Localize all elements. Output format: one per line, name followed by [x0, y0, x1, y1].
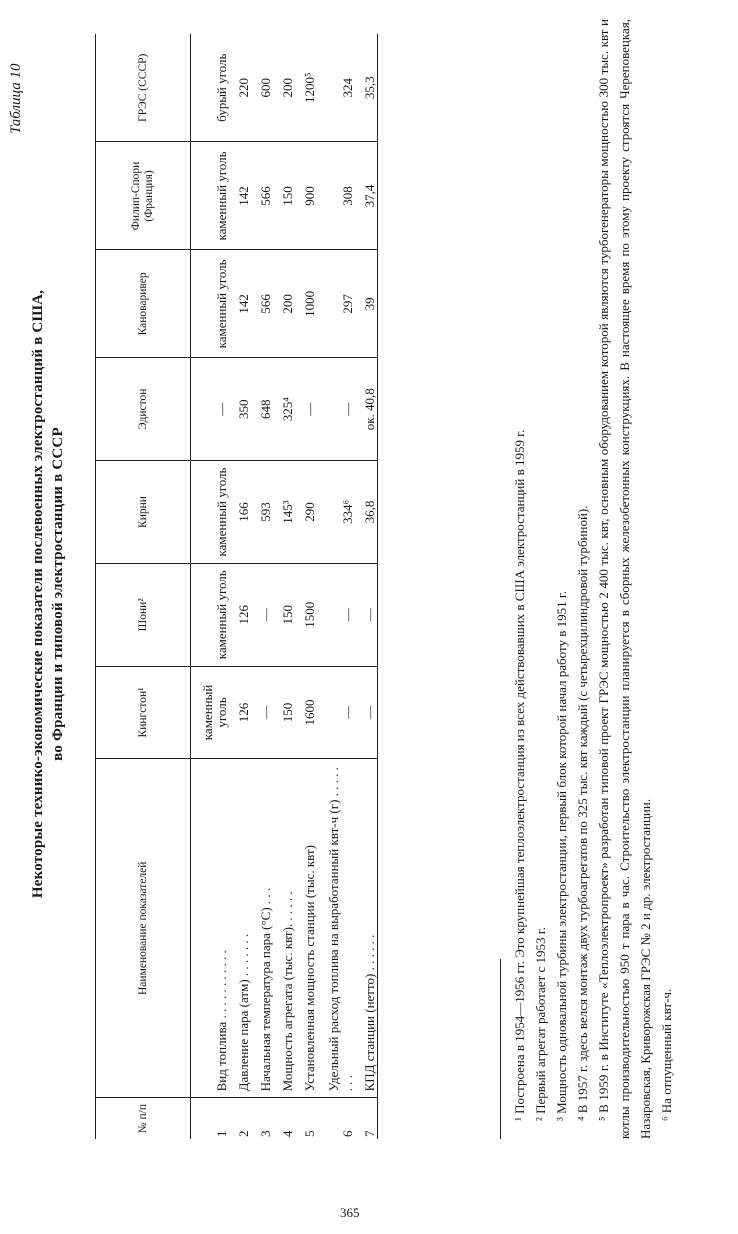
- row-name: Давление пара (атм) . . . . . . .: [229, 759, 251, 1098]
- data-table: [95, 34, 378, 1139]
- cell: 142: [229, 250, 251, 358]
- cell: 145³: [273, 461, 295, 564]
- header-gres: ГРЭС (СССР): [96, 34, 191, 142]
- header-philippe: Филип-Спори (Франция): [96, 142, 191, 250]
- cell: 325⁴: [273, 358, 295, 461]
- cell: —: [251, 563, 273, 666]
- cell: 36,8: [355, 461, 378, 564]
- title-line-1: Некоторые технико-экономические показатели послевоенных электростанций в США,: [30, 289, 46, 899]
- cell: 200: [273, 34, 295, 142]
- cell: —: [191, 358, 230, 461]
- cell: 150: [273, 142, 295, 250]
- cell: 324: [317, 34, 355, 142]
- table-row: [251, 34, 273, 1139]
- cell: 290: [295, 461, 317, 564]
- header-num: № п/п: [96, 1098, 191, 1139]
- cell: каменный уголь: [191, 250, 230, 358]
- row-num: 7: [355, 1098, 378, 1139]
- table-row: [191, 34, 230, 1139]
- cell: —: [251, 666, 273, 759]
- cell: —: [295, 358, 317, 461]
- cell: 593: [251, 461, 273, 564]
- cell: 1000: [295, 250, 317, 358]
- cell: 150: [273, 563, 295, 666]
- cell: 39: [355, 250, 378, 358]
- footnote: ³ Мощность одновальной турбины электростанции, первый блок которой начал работу в 1951 г.: [554, 590, 569, 1121]
- cell: каменный уголь: [191, 461, 230, 564]
- row-name: КПД станции (нетто) . . . . . .: [355, 759, 378, 1098]
- footnote: ⁴ В 1957 г. здесь велся монтаж двух турбоагрегатов по 325 тыс. квт каждый (с четырехцилиндровой турбиной).: [575, 505, 590, 1121]
- table-row: [295, 34, 317, 1139]
- footnote: ⁶ На отпущенный квт-ч.: [659, 988, 674, 1121]
- cell: 35,3: [355, 34, 378, 142]
- cell: 297: [317, 250, 355, 358]
- footnote: ⁵ В 1959 г. в Институте «Теплоэлектропроект» разработан типовой проект ГРЭС мощностью 2 400 тыс. квт, основным оборудованием которой являются турбогенераторы мощностью 300 тыс. квт и котлы производительностью 950 т пара в час. Строительство электростанции планируется в сборных железобетонных конструкциях. В настоящее время по этому проекту строятся Череповецкая, Назаровская, Криворожская ГРЭС № 2 и др. электростанции.: [596, 19, 653, 1139]
- cell: 600: [251, 34, 273, 142]
- header-kanawha: Кановаривер: [96, 250, 191, 358]
- row-name: Удельный расход топлива на выработанный квт-ч (г) . . . . . . . .: [317, 759, 355, 1098]
- header-shawnee: Шони²: [96, 563, 191, 666]
- row-name: Установленная мощность станции (тыс. квт): [295, 759, 317, 1098]
- cell: —: [317, 358, 355, 461]
- table-row: [355, 34, 378, 1139]
- cell: 220: [229, 34, 251, 142]
- cell: 150: [273, 666, 295, 759]
- cell: каменный уголь: [191, 142, 230, 250]
- cell: 126: [229, 563, 251, 666]
- row-name: Мощность агрегата (тыс. квт). . . . . .: [273, 759, 295, 1098]
- cell: 566: [251, 250, 273, 358]
- cell: 1200⁵: [295, 34, 317, 142]
- cell: 350: [229, 358, 251, 461]
- row-num: 4: [280, 1130, 295, 1137]
- cell: 1600: [295, 666, 317, 759]
- cell: 648: [251, 358, 273, 461]
- page-number: 365: [340, 1205, 360, 1220]
- cell: —: [355, 666, 378, 759]
- cell: —: [317, 666, 355, 759]
- cell: 126: [229, 666, 251, 759]
- header-name: Наименование показателей: [96, 759, 191, 1098]
- title-line-2: во Франции и типовой электростанции в СССР: [50, 427, 66, 761]
- row-num: 1: [214, 1130, 229, 1137]
- cell: каменный уголь: [191, 666, 230, 759]
- cell: 142: [229, 142, 251, 250]
- cell: бурый уголь: [191, 34, 230, 142]
- cell: 37,4: [355, 142, 378, 250]
- cell: 200: [273, 250, 295, 358]
- row-num: 6: [340, 1130, 355, 1137]
- cell: каменный уголь: [191, 563, 230, 666]
- row-name: Вид топлива . . . . . . . . . . .: [191, 759, 230, 1098]
- footnote: ¹ Построена в 1954—1956 гг. Это крупнейшая теплоэлектростанция из всех действовавших в США электростанций в 1959 г.: [512, 429, 527, 1121]
- cell: 308: [317, 142, 355, 250]
- footnote: ² Первый агрегат работает с 1953 г.: [533, 927, 548, 1121]
- cell: ок. 40,8: [355, 358, 378, 461]
- cell: —: [317, 563, 355, 666]
- row-num: 2: [236, 1130, 251, 1137]
- cell: 566: [251, 142, 273, 250]
- cell: 334⁶: [317, 461, 355, 564]
- header-kearny: Кирни: [96, 461, 191, 564]
- row-name: Начальная температура пара (°С) . . .: [251, 759, 273, 1098]
- cell: 166: [229, 461, 251, 564]
- table-title: [28, 94, 68, 1094]
- table-row: [317, 34, 355, 1139]
- row-num: 3: [258, 1130, 273, 1137]
- header-row: [96, 34, 191, 1139]
- table-label: Таблица 10: [8, 63, 24, 134]
- table-row: [273, 34, 295, 1139]
- footnote-divider: [500, 959, 501, 1139]
- cell: 900: [295, 142, 317, 250]
- cell: —: [355, 563, 378, 666]
- header-kingston: Кингстон¹: [96, 666, 191, 759]
- row-num: 5: [302, 1130, 317, 1137]
- footnotes: [500, 19, 677, 1139]
- table-row: [229, 34, 251, 1139]
- cell: 1500: [295, 563, 317, 666]
- header-eddystone: Эдистон: [96, 358, 191, 461]
